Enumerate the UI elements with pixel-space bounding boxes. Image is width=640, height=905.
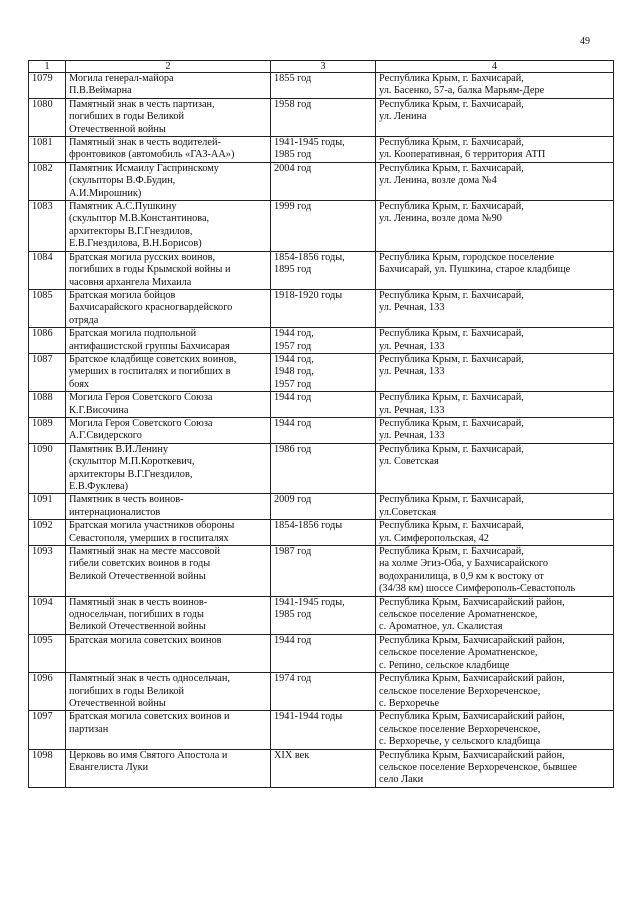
row-address: Республика Крым, г. Бахчисарай, ул. Речная, 133: [376, 353, 614, 391]
table-row: [29, 201, 614, 252]
row-object-name: Братская могила бойцов Бахчисарайского красногвардейского отряда: [66, 289, 271, 327]
row-number: 1092: [29, 520, 66, 546]
row-number: 1093: [29, 546, 66, 597]
table-row: [29, 749, 614, 787]
row-address: Республика Крым, г. Бахчисарай, ул. Симферопольская, 42: [376, 520, 614, 546]
row-number: 1080: [29, 98, 66, 136]
row-address: Республика Крым, г. Бахчисарай, ул. Речная, 133: [376, 392, 614, 418]
row-number: 1085: [29, 289, 66, 327]
row-object-name: Памятный знак в честь односельчан, погибших в годы Великой Отечественной войны: [66, 673, 271, 711]
row-date: 1944 год, 1948 год, 1957 год: [271, 353, 376, 391]
row-object-name: Памятный знак на месте массовой гибели советских воинов в годы Великой Отечественной войны: [66, 546, 271, 597]
row-number: 1086: [29, 328, 66, 354]
row-object-name: Братская могила участников обороны Севастополя, умерших в госпиталях: [66, 520, 271, 546]
column-header-date: 3: [271, 61, 376, 73]
row-date: 1999 год: [271, 201, 376, 252]
row-address: Республика Крым, г. Бахчисарай, ул. Ленина, возле дома №90: [376, 201, 614, 252]
row-number: 1091: [29, 494, 66, 520]
table-row: [29, 137, 614, 163]
row-object-name: Могила Героя Советского Союза К.Г.Височина: [66, 392, 271, 418]
row-date: 1944 год: [271, 634, 376, 672]
row-object-name: Памятник Исмаилу Гаспринскому (скульпторы В.Ф.Будин, А.И.Мирошник): [66, 162, 271, 200]
page-number: 49: [580, 36, 590, 47]
row-object-name: Братская могила советских воинов: [66, 634, 271, 672]
row-object-name: Памятный знак в честь партизан, погибших в годы Великой Отечественной войны: [66, 98, 271, 136]
row-date: 1855 год: [271, 73, 376, 99]
table-row: [29, 443, 614, 494]
row-date: 1854-1856 годы: [271, 520, 376, 546]
row-object-name: Братская могила подпольной антифашистской группы Бахчисарая: [66, 328, 271, 354]
row-date: XIX век: [271, 749, 376, 787]
row-object-name: Братская могила русских воинов, погибших в годы Крымской войны и часовня архангела Михаила: [66, 251, 271, 289]
table-row: [29, 98, 614, 136]
table-row: [29, 546, 614, 597]
table-row: [29, 596, 614, 634]
row-object-name: Памятник А.С.Пушкину (скульптор М.В.Константинова, архитекторы В.Г.Гнездилов, Е.В.Гнездилова, В.Н.Борисов): [66, 201, 271, 252]
row-address: Республика Крым, г. Бахчисарай, ул. Речная, 133: [376, 289, 614, 327]
row-address: Республика Крым, Бахчисарайский район, сельское поселение Ароматненское, с. Репино, сельское кладбище: [376, 634, 614, 672]
column-header-name: 2: [66, 61, 271, 73]
table-header-row: [29, 61, 614, 73]
row-address: Республика Крым, Бахчисарайский район, сельское поселение Верхореченское, с. Верхоречье: [376, 673, 614, 711]
row-number: 1098: [29, 749, 66, 787]
row-address: Республика Крым, г. Бахчисарай, ул. Ленина, возле дома №4: [376, 162, 614, 200]
row-number: 1096: [29, 673, 66, 711]
row-number: 1088: [29, 392, 66, 418]
row-number: 1094: [29, 596, 66, 634]
row-object-name: Могила генерал-майора П.В.Веймарна: [66, 73, 271, 99]
row-date: 1941-1945 годы, 1985 год: [271, 137, 376, 163]
table-row: [29, 417, 614, 443]
row-object-name: Церковь во имя Святого Апостола и Евангелиста Луки: [66, 749, 271, 787]
row-address: Республика Крым, г. Бахчисарай, ул. Советская: [376, 443, 614, 494]
table-row: [29, 520, 614, 546]
row-object-name: Братское кладбище советских воинов, умерших в госпиталях и погибших в боях: [66, 353, 271, 391]
table-row: [29, 162, 614, 200]
row-object-name: Памятник В.И.Ленину (скульптор М.П.Короткевич, архитекторы В.Г.Гнездилов, Е.В.Фуклева): [66, 443, 271, 494]
row-address: Республика Крым, г. Бахчисарай, ул. Ленина: [376, 98, 614, 136]
table-row: [29, 328, 614, 354]
row-address: Республика Крым, городское поселение Бахчисарай, ул. Пушкина, старое кладбище: [376, 251, 614, 289]
row-number: 1090: [29, 443, 66, 494]
row-date: 1958 год: [271, 98, 376, 136]
row-number: 1081: [29, 137, 66, 163]
row-object-name: Могила Героя Советского Союза А.Г.Свидерского: [66, 417, 271, 443]
table-body: [29, 73, 614, 788]
row-address: Республика Крым, г. Бахчисарай, ул. Речная, 133: [376, 328, 614, 354]
table-row: [29, 73, 614, 99]
table-row: [29, 634, 614, 672]
row-date: 2009 год: [271, 494, 376, 520]
row-date: 1854-1856 годы, 1895 год: [271, 251, 376, 289]
table-row: [29, 673, 614, 711]
row-number: 1084: [29, 251, 66, 289]
table-row: [29, 711, 614, 749]
column-header-number: 1: [29, 61, 66, 73]
row-address: Республика Крым, г. Бахчисарай, ул. Басенко, 57-а, балка Марьям-Дере: [376, 73, 614, 99]
row-number: 1079: [29, 73, 66, 99]
row-address: Республика Крым, Бахчисарайский район, сельское поселение Верхореченское, бывшее село Лаки: [376, 749, 614, 787]
row-number: 1095: [29, 634, 66, 672]
row-address: Республика Крым, г. Бахчисарай, ул.Советская: [376, 494, 614, 520]
row-object-name: Памятный знак в честь водителей- фронтовиков (автомобиль «ГАЗ-АА»): [66, 137, 271, 163]
row-date: 1944 год: [271, 392, 376, 418]
row-number: 1083: [29, 201, 66, 252]
row-date: 1941-1945 годы, 1985 год: [271, 596, 376, 634]
row-address: Республика Крым, г. Бахчисарай, ул. Кооперативная, 6 территория АТП: [376, 137, 614, 163]
row-number: 1087: [29, 353, 66, 391]
table-row: [29, 392, 614, 418]
row-date: 1941-1944 годы: [271, 711, 376, 749]
row-number: 1082: [29, 162, 66, 200]
row-date: 1944 год, 1957 год: [271, 328, 376, 354]
table-row: [29, 289, 614, 327]
row-date: 1974 год: [271, 673, 376, 711]
row-number: 1089: [29, 417, 66, 443]
row-object-name: Памятный знак в честь воинов- односельчан, погибших в годы Великой Отечественной войны: [66, 596, 271, 634]
row-date: 1944 год: [271, 417, 376, 443]
column-header-address: 4: [376, 61, 614, 73]
table-row: [29, 494, 614, 520]
row-object-name: Братская могила советских воинов и партизан: [66, 711, 271, 749]
table-row: [29, 251, 614, 289]
row-address: Республика Крым, Бахчисарайский район, сельское поселение Ароматненское, с. Ароматное, ул. Скалистая: [376, 596, 614, 634]
row-address: Республика Крым, г. Бахчисарай, ул. Речная, 133: [376, 417, 614, 443]
row-object-name: Памятник в честь воинов- интернационалистов: [66, 494, 271, 520]
row-address: Республика Крым, Бахчисарайский район, сельское поселение Верхореченское, с. Верхоречье, у сельского кладбища: [376, 711, 614, 749]
heritage-registry-table: [28, 60, 614, 788]
row-date: 1918-1920 годы: [271, 289, 376, 327]
row-date: 1986 год: [271, 443, 376, 494]
row-date: 1987 год: [271, 546, 376, 597]
row-number: 1097: [29, 711, 66, 749]
table-row: [29, 353, 614, 391]
row-address: Республика Крым, г. Бахчисарай, на холме Эгиз-Оба, у Бахчисарайского водохранилища, в 0,9 км к востоку от (34/38 км) шоссе Симферополь-Севастополь: [376, 546, 614, 597]
row-date: 2004 год: [271, 162, 376, 200]
